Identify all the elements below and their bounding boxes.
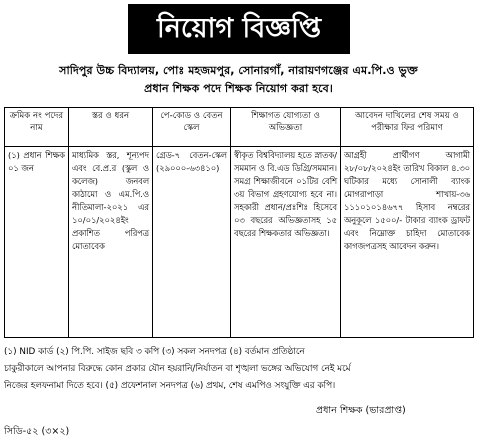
header-pay-scale: পে-কোড ও বেতন স্কেল [153, 108, 231, 147]
table-header-row [5, 108, 474, 147]
ad-code: সিডি-৫২ (৩×২) [4, 426, 70, 437]
signature: প্রধান শিক্ষক (ভারপ্রাপ্ত) [316, 405, 406, 416]
documents-line-3: নিজের হলফনামা দিতে হবে। (৫) প্রফেশনাল সনদপত্র (৬) প্রথম, শেষ এমপিও সংযুক্তি এর কপি। [4, 381, 336, 391]
recruitment-table [4, 107, 474, 338]
table-row [5, 147, 474, 338]
cell-qualification: স্বীকৃত বিশ্ববিদ্যালয় হতে স্নাতক/সমমান ও বি.এড ডিগ্রি/সমমান। সমগ্র শিক্ষাজীবনে ০১টির বেশি ৩য় বিভাগ গ্রহণযোগ্য হবে না। সহকারী প্রধান/প্রঃশিঃ হিসেবে ০৩ বছরের অভিজ্ঞতাসহ ১৫ বছরের শিক্ষকতার অভিজ্ঞতা। [231, 147, 341, 338]
cell-level: মাধ্যমিক স্তর, শূন্যপদ এবং বে.প্র.র (স্কুল ও কলেজ) জনবল কাঠামো ও এম.পি.ও নীতিমালা-২০২১ এর ১০/০১/২০২৪ইং প্রকাশিত পরিপত্র মোতাবেক [69, 147, 153, 338]
cell-post: (১) প্রধান শিক্ষক ০১ জন [5, 147, 69, 338]
cell-pay: গ্রেড-৭ বেতন-স্কেল (২৯০০০-৬৩৪১০) [153, 147, 231, 338]
required-documents [4, 344, 473, 395]
documents-line-2: চাকুরীকালে আপনার বিরুদ্ধে কোন প্রকার যৌন হয়রানি/নির্যাতন বা শৃঙ্খলা ভঙ্গের অভিযোগ নেই মর্মে [4, 364, 351, 374]
header-serial-post: ক্রমিক নং পদের নাম [5, 108, 69, 147]
header-deadline-fee: আবেদন দাখিলের শেষ সময় ও পরীক্ষার ফির পরিমাণ [341, 108, 474, 147]
intro-line-1: সাদিপুর উচ্চ বিদ্যালয়, পোঃ মহজমপুর, সোনারগাঁ, নারায়ণগঞ্জের এম.পি.ও ভুক্ত [59, 64, 418, 77]
header-level-type: স্তর ও ধরন [69, 108, 153, 147]
header-qualification: শিক্ষাগত যোগ্যতা ও অভিজ্ঞতা [231, 108, 341, 147]
intro-line-2: প্রধান শিক্ষক পদে শিক্ষক নিয়োগ করা হবে। [144, 82, 333, 95]
cell-deadline: আগ্রহী প্রার্থীগণ আগামী ২৮/০৮/২০২৪ইং তারিখ বিকাল ৪.৩০ ঘটিকার মধ্যে সোনালী ব্যাংক মোগরাপাড়া শাখায়-৩৬ ১১১০১০১৪৬৭৭ হিসাব নম্বরের অনুকূলে ১৫০০/- টাকার ব্যাংক ড্রাফট এবং নিম্নোক্ত চাহিদা মোতাবেক কাগজপত্রসহ আবেদন করুন। [341, 147, 474, 338]
notice-intro [4, 62, 473, 98]
notice-title: নিয়োগ বিজ্ঞপ্তি [128, 4, 350, 54]
documents-line-1: (১) NID কার্ড (২) পি.পি. সাইজ ছবি ৩ কপি (৩) সকল সনদপত্র (৪) বর্তমান প্রতিষ্ঠানে [4, 347, 305, 357]
